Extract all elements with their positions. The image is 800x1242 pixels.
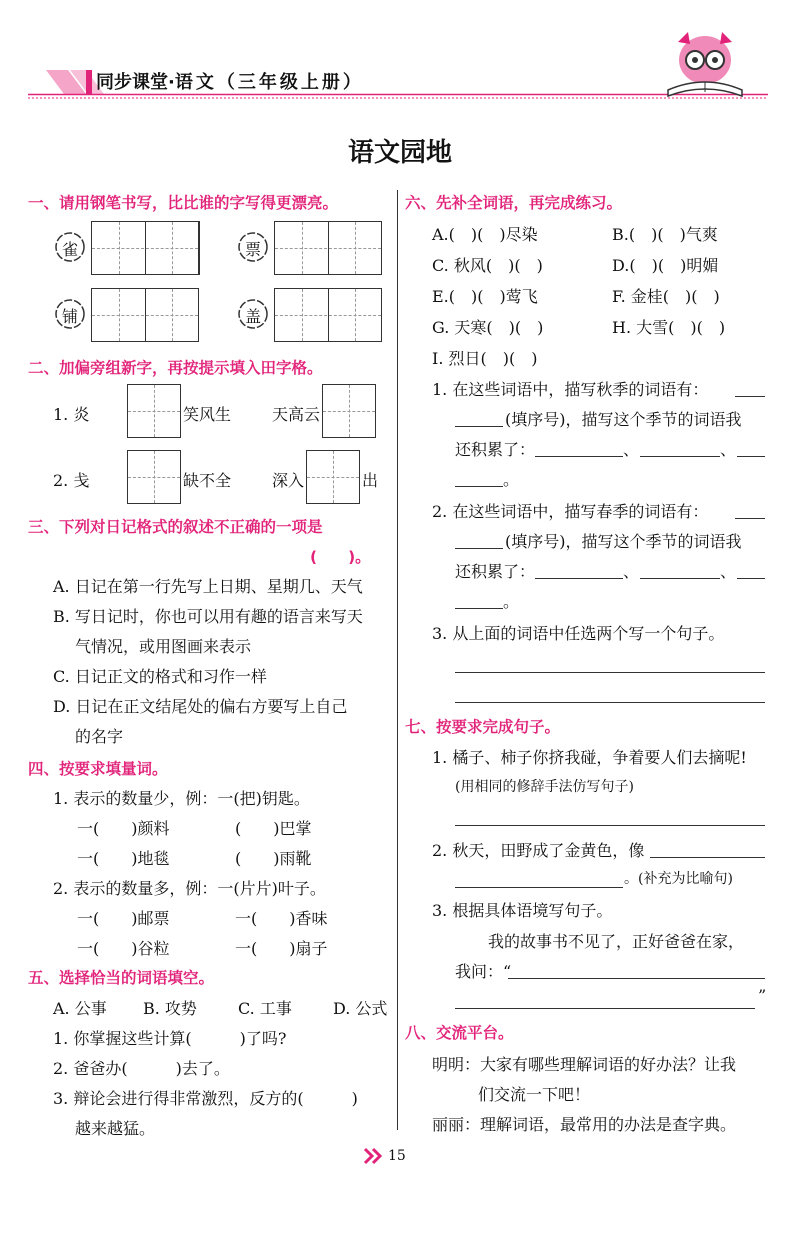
s7-q3: 3. 根据具体语境写句子。 bbox=[432, 901, 613, 920]
footer-arrows-icon bbox=[362, 1146, 384, 1170]
s5-q3-cont: 越来越猛。 bbox=[75, 1119, 156, 1138]
s6-word-a[interactable]: A.( )( )尽染 bbox=[432, 225, 538, 244]
s6-q1-line1: 1. 在这些词语中，描写秋季的词语有： bbox=[432, 380, 709, 399]
section-5-title: 五、选择恰当的词语填空。 bbox=[28, 969, 215, 987]
flower-char-4 bbox=[236, 297, 270, 331]
s4-b3[interactable]: 一( )谷粒 bbox=[77, 939, 170, 958]
tian-grid-1[interactable] bbox=[127, 384, 181, 438]
s6-q1-blank-5[interactable] bbox=[737, 456, 765, 457]
char-gai: 盖 bbox=[244, 307, 261, 326]
s4-a3[interactable]: 一( )地毯 bbox=[77, 849, 170, 868]
s6-q2-line2: (填序号)，描写这个季节的词语我 bbox=[505, 532, 742, 551]
section-3-title: 三、下列对日记格式的叙述不正确的一项是 bbox=[28, 518, 323, 536]
writing-grid-1[interactable] bbox=[91, 221, 199, 275]
s6-word-f[interactable]: F. 金桂( )( ) bbox=[612, 287, 720, 306]
s6-q1-end: 。 bbox=[503, 470, 520, 489]
s6-q3-line-2[interactable] bbox=[455, 702, 765, 703]
mascot-book-icon bbox=[660, 30, 750, 100]
s2-row2-a: 缺不全 bbox=[183, 471, 232, 490]
page-number: 15 bbox=[388, 1148, 406, 1164]
header-subject: 语文（三年级上册） bbox=[174, 72, 364, 93]
s5-q3: 3. 辩论会进行得非常激烈，反方的( ) bbox=[53, 1089, 358, 1108]
s6-q2-blank-6[interactable] bbox=[455, 608, 503, 609]
s7-q1-hint: (用相同的修辞手法仿写句子) bbox=[455, 779, 634, 795]
page-title: 语文园地 bbox=[347, 138, 452, 168]
s6-q2-blank-1[interactable] bbox=[735, 518, 765, 519]
section-8-title: 八、交流平台。 bbox=[405, 1024, 514, 1042]
s6-q1-blank-1[interactable] bbox=[735, 396, 765, 397]
s6-q1-sep-1: 、 bbox=[623, 440, 640, 459]
header-dot: · bbox=[168, 72, 175, 93]
writing-grid-1b[interactable] bbox=[199, 221, 200, 275]
char-que: 雀 bbox=[61, 240, 78, 259]
s5-option-c: C. 工事 bbox=[238, 999, 292, 1018]
s6-q2-line1: 2. 在这些词语中，描写春季的词语有： bbox=[432, 502, 709, 521]
s7-q1: 1. 橘子、柿子你挤我碰，争着要人们去摘呢! bbox=[432, 748, 747, 767]
s6-q1-blank-4[interactable] bbox=[640, 456, 720, 457]
s7-q2-hint: 。(补充为比喻句) bbox=[624, 871, 733, 887]
s5-option-a: A. 公事 bbox=[53, 999, 107, 1018]
s7-q3-prompt: 我问：“ bbox=[455, 962, 512, 981]
section-4-title: 四、按要求填量词。 bbox=[28, 760, 168, 778]
s7-q3-close-quote: ” bbox=[758, 986, 767, 1005]
s6-q3-line-1[interactable] bbox=[455, 672, 765, 673]
s6-q1-blank-3[interactable] bbox=[535, 456, 623, 457]
s6-q1-sep-2: 、 bbox=[720, 440, 737, 459]
tian-grid-3[interactable] bbox=[127, 450, 181, 504]
s6-word-g[interactable]: G. 天寒( )( ) bbox=[432, 318, 544, 337]
s8-line-1: 明明：大家有哪些理解词语的好办法？让我 bbox=[432, 1055, 737, 1074]
s6-q2-sep-1: 、 bbox=[623, 562, 640, 581]
s6-word-i[interactable]: I. 烈日( )( ) bbox=[432, 349, 538, 368]
s4-b1[interactable]: 一( )邮票 bbox=[77, 909, 170, 928]
s7-q3-blank-2[interactable] bbox=[455, 1008, 755, 1009]
s4-q2: 2. 表示的数量多，例：一(片片)叶子。 bbox=[53, 879, 326, 898]
char-piao: 票 bbox=[244, 240, 261, 259]
s6-q1-line2: (填序号)，描写这个季节的词语我 bbox=[505, 410, 742, 429]
writing-grid-2[interactable] bbox=[274, 221, 382, 275]
s4-b2[interactable]: 一( )香味 bbox=[235, 909, 328, 928]
s7-q3-context: 我的故事书不见了，正好爸爸在家， bbox=[488, 932, 745, 951]
section-1-title: 一、请用钢笔书写，比比谁的字写得更漂亮。 bbox=[28, 194, 339, 212]
s4-a2[interactable]: ( )巴掌 bbox=[235, 819, 312, 838]
s2-row1-num: 1. 炎 bbox=[53, 405, 90, 424]
s5-q2: 2. 爸爸办( )去了。 bbox=[53, 1059, 230, 1078]
s2-row2-c: 出 bbox=[362, 471, 379, 490]
s6-word-b[interactable]: B.( )( )气爽 bbox=[612, 225, 718, 244]
s6-word-h[interactable]: H. 大雪( )( ) bbox=[612, 318, 726, 337]
s6-q2-blank-4[interactable] bbox=[640, 578, 720, 579]
header-series: 同步课堂 bbox=[96, 72, 168, 93]
s6-q2-sep-2: 、 bbox=[720, 562, 737, 581]
s4-q1: 1. 表示的数量少，例：一(把)钥匙。 bbox=[53, 789, 310, 808]
s6-q1-blank-2[interactable] bbox=[455, 426, 503, 427]
s3-option-d-cont: 的名字 bbox=[75, 727, 124, 746]
s6-q2-line3: 还积累了： bbox=[455, 562, 536, 581]
s7-q2-blank-1[interactable] bbox=[650, 857, 765, 858]
s4-b4[interactable]: 一( )扇子 bbox=[235, 939, 328, 958]
column-divider bbox=[397, 190, 398, 1130]
s5-option-d: D. 公式 bbox=[333, 999, 388, 1018]
s6-q2-end: 。 bbox=[503, 592, 520, 611]
s6-q1-line3: 还积累了： bbox=[455, 440, 536, 459]
section-6-title: 六、先补全词语，再完成练习。 bbox=[405, 194, 623, 212]
header-bar bbox=[28, 62, 768, 100]
flower-char-1 bbox=[53, 230, 87, 264]
s3-option-b-cont: 气情况，或用图画来表示 bbox=[75, 637, 252, 656]
s2-row1-b: 天高云 bbox=[272, 405, 321, 424]
s6-q2-blank-2[interactable] bbox=[455, 548, 503, 549]
section-2-title: 二、加偏旁组新字，再按提示填入田字格。 bbox=[28, 359, 323, 377]
s3-answer-paren[interactable]: ( )。 bbox=[310, 548, 371, 566]
s2-row2-b: 深入 bbox=[272, 471, 305, 490]
s8-line-3: 丽丽：理解词语，最常用的办法是查字典。 bbox=[432, 1115, 737, 1134]
s6-q2-blank-5[interactable] bbox=[737, 578, 765, 579]
s3-option-c: C. 日记正文的格式和习作一样 bbox=[53, 667, 267, 686]
writing-grid-3[interactable] bbox=[91, 288, 199, 342]
s2-row2-num: 2. 戋 bbox=[53, 471, 90, 490]
tian-grid-2[interactable] bbox=[322, 384, 376, 438]
s3-option-b: B. 写日记时，你也可以用有趣的语言来写天 bbox=[53, 607, 363, 626]
char-pu: 铺 bbox=[61, 307, 78, 326]
flower-char-3 bbox=[53, 297, 87, 331]
s6-word-d[interactable]: D.( )( )明媚 bbox=[612, 256, 719, 275]
s3-option-a: A. 日记在第一行先写上日期、星期几、天气 bbox=[53, 577, 363, 596]
s4-a4[interactable]: ( )雨靴 bbox=[235, 849, 312, 868]
s7-q2: 2. 秋天，田野成了金黄色，像 bbox=[432, 841, 645, 860]
s8-line-2: 们交流一下吧！ bbox=[478, 1085, 591, 1104]
s6-word-c[interactable]: C. 秋风( )( ) bbox=[432, 256, 543, 275]
s6-q2-blank-3[interactable] bbox=[535, 578, 623, 579]
s6-word-e[interactable]: E.( )( )莺飞 bbox=[432, 287, 538, 306]
s7-q1-answer-line[interactable] bbox=[455, 825, 765, 826]
flower-char-2 bbox=[236, 230, 270, 264]
s5-option-b: B. 攻势 bbox=[143, 999, 197, 1018]
s6-q1-blank-6[interactable] bbox=[455, 486, 503, 487]
s5-q1: 1. 你掌握这些计算( )了吗? bbox=[53, 1029, 287, 1048]
s4-a1[interactable]: 一( )颜料 bbox=[77, 819, 170, 838]
s2-row1-a: 笑风生 bbox=[183, 405, 232, 424]
section-7-title: 七、按要求完成句子。 bbox=[405, 718, 561, 736]
s7-q2-blank-2[interactable] bbox=[455, 887, 623, 888]
tian-grid-4[interactable] bbox=[306, 450, 360, 504]
s3-option-d: D. 日记在正文结尾处的偏右方要写上自己 bbox=[53, 697, 348, 716]
s7-q3-blank-1[interactable] bbox=[508, 978, 765, 979]
s6-q3: 3. 从上面的词语中任选两个写一个句子。 bbox=[432, 624, 725, 643]
writing-grid-4[interactable] bbox=[274, 288, 382, 342]
